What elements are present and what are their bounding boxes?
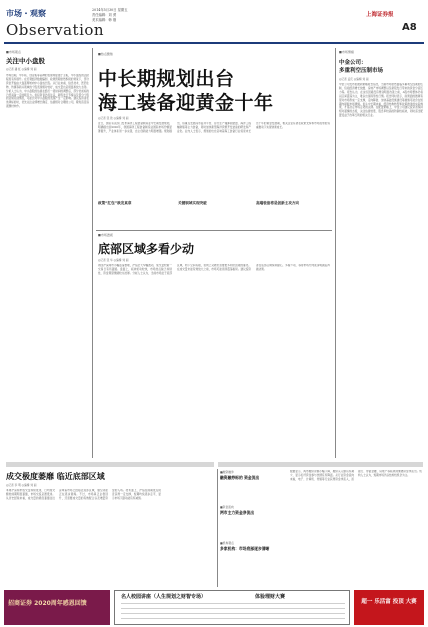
middle-band-right: [218, 462, 423, 467]
left-divider: [92, 48, 93, 458]
left-kicker: ■市场观点: [6, 50, 21, 54]
lead-subhead-3: 高端装备将是创新主攻方向: [256, 201, 300, 205]
second-headline: 底部区域多看少动: [98, 242, 195, 256]
paper-name: 上海证券报: [366, 12, 394, 18]
right-column: [339, 50, 423, 460]
designer-credit: 美术编辑：韩 刚: [92, 18, 117, 22]
section-name: 市场・观察: [6, 9, 46, 18]
right-body: 中金公司发布的最新策略报告指出，当前市场依然面临多重利空因素的压制，包括经济增长放缓、房地产市场调整以及新股发行带来的资金分流压力等。报告认为，在这些因素没有得到明显改善之前，A股市场整体仍将以区间震荡为主，难以出现趋势性行情。报告同时表示，政策面的微调有望对市场形成一定支撑，定向降准、加快基础设施建设等措施可能会在短期内提振市场情绪。但从中长期来看，经济结构转型和改革推进的实际效果，才是决定市场走势的关键。在配置策略上，中金公司建议投资者保持相对谨慎的态度，关注估值较低、股息率较高的防御性板块，同时适当配置受益于改革红利的相关行业。: [339, 83, 423, 118]
bottom-left-story: [6, 469, 216, 587]
bottom-right-stories: [220, 469, 423, 587]
issue-date: 2014年5月30日 星期五: [92, 8, 128, 12]
right-byline: ◎记者 孟庆 ◎编辑 刘 丽: [339, 77, 369, 81]
lead-subhead-1: 政策“红包”欲发真章: [98, 201, 132, 205]
lead-subhead-2: 关键领域实现突破: [178, 201, 207, 205]
bottom-left-headline: 成交极度萎靡 临近底部区域: [6, 472, 105, 481]
section-name-en: Observation: [6, 21, 105, 39]
second-kicker: ■市场透视: [98, 233, 113, 237]
middle-ad-lines-4: [121, 618, 345, 619]
ad-strip: [4, 590, 424, 626]
masthead: [0, 0, 428, 46]
second-body: 周四沪深两市小幅震荡整理，沪指全天窄幅波动，成交量较前一交易日有所萎缩。盘面上，板块轮动较快，市场热点缺乏持续性，资金观望情绪较为浓厚。分析人士认为，当前市场处于底部区域，向下空间有限，但向上突破仍需要更多利好因素的催化。在成交量未能有效放大之前，市场可能延续震荡格局。建议投资者在底部区域保持耐心，多看少动，等待市场方向逐步明朗后再做决策。: [98, 264, 330, 275]
bottom-right-kicker-1: ■融资融券: [220, 470, 234, 474]
middle-ad-lines: [121, 603, 345, 604]
lead-subsections: [96, 200, 332, 232]
left-column: [6, 50, 89, 460]
left-byline: ◎记者 潘 虹 ◎编辑 刘 丽: [6, 67, 37, 71]
left-ad[interactable]: [4, 590, 110, 625]
middle-ad-title: 名人校园讲座（人生规划之财智专场）: [121, 594, 207, 600]
lead-headline-line1: 中长期规划出台: [98, 68, 235, 90]
left-ad-text: 招商证券 2020周年感恩回馈: [8, 600, 87, 607]
middle-ad[interactable]: [114, 590, 350, 625]
right-kicker: ■市场情绪: [339, 50, 354, 54]
bottom-right-kicker-2: ■资金流向: [220, 505, 234, 509]
header-rule: [4, 42, 424, 44]
bottom-right-headline-2: 两市主力资金净流出: [220, 510, 255, 515]
right-headline-line2: 多重利空压制市场: [339, 68, 384, 74]
middle-band-left: [6, 462, 214, 467]
lead-bottom-rule: [96, 230, 332, 231]
right-ad-text: 超一 乐活富 投顶 大赛: [361, 599, 417, 605]
lead-story: [96, 50, 332, 200]
bottom-left-byline: ◎记者 李 明 ◎编辑 刘 丽: [6, 483, 37, 487]
left-headline: 关注中小盘股: [6, 57, 45, 65]
second-story: [96, 232, 332, 380]
right-headline-line1: 中金公司：: [339, 60, 367, 66]
bottom-divider: [217, 469, 218, 587]
middle-ad-lines-2: [121, 608, 345, 609]
right-ad[interactable]: [354, 590, 424, 625]
bottom-right-headline-3: 多家机构：市场底部逐步清晰: [220, 546, 270, 551]
editor-credit: 责任编辑：刘 勇: [92, 13, 117, 17]
second-byline: ◎记者 张 华 ◎编辑 刘 丽: [98, 258, 129, 262]
middle-ad-title-right: 体验理财大赛: [255, 594, 286, 600]
page-number: A8: [402, 22, 417, 33]
left-body: 市场近期，中小板、创业板等品种的表现明显强于主板，中小盘股的活跃程度有所提升。在宏观经济数据偏弱、政策预期依然积极的背景下，部分资金开始由大盘蓝筹转向中小盘成长股。从行业来看，信息技术、医药生物、传媒等新兴领域的个股表现相对较好，成交量也呈现温和放大态势。分析人士认为，中小盘股的估值在经历一段时间的调整后，部分优质标的已经具备一定的吸引力。但投资者仍需注意，新股发行节奏以及部分个股的业绩兑现情况，可能会对中小盘股的表现产生一定影响。建议投资者在选择标的时，优先关注业绩增长确定、估值相对合理的公司，避免盲目追逐题材炒作。: [6, 74, 89, 109]
lead-byline: ◎记者 张 欣 ◎编辑 刘 丽: [98, 116, 129, 120]
bottom-left-body: 本周沪深两市成交量持续低迷，日均成交额较前期明显萎缩，市场交投意愿低迷。从历史经验来看，成交量的极度萎缩往往意味着市场已经接近底部区域，做空动能正在逐步衰竭。不过，市场真正企稳回升，还需要成交量的有效配合以及增量资金的入场。技术面上，沪指在前期低点附近获得一定支撑，短期均线逐步走平，显示市场下跌动能有所减弱。: [6, 489, 161, 500]
bottom-right-kicker-3: ■机构观点: [220, 541, 234, 545]
right-divider: [335, 48, 336, 458]
lead-kicker: ■热点聚焦: [98, 52, 113, 56]
middle-ad-lines-3: [121, 613, 345, 614]
bottom-right-headline-1: 融资融券标的 资金流出: [220, 475, 260, 480]
lead-headline-line2: 海工装备迎黄金十年: [98, 92, 274, 114]
lead-body: 近日，国家有关部门发布海洋工程装备制造业中长期发展规划，明确提出到2020年，我国海洋工程装备制造业国际市场份额显著提升，产业体系进一步完善，自主创新能力明显增强。规划提出，将重点发展深水钻井平台、浮式生产储卸油装置、海洋工程辅助船等主力装备，同时加快新型海洋资源开发装备的研发和产业化。业内人士表示，规划的出台意味着海工装备行业将迎来长达十年的黄金发展期，相关企业有望在政策支持和市场需求的双重推动下实现快速成长。: [98, 122, 330, 133]
bottom-right-body: 数据显示，两市融资余额小幅下降，融资买入额有所减少，显示杠杆资金参与热情有所降温。从行业资金流向来看，电子、计算机、传媒等行业获得资金净流入，而银行、非银金融、房地产等板块则遭遇资金净流出。机构人士认为，短期市场仍以结构性机会为主。: [290, 470, 422, 481]
